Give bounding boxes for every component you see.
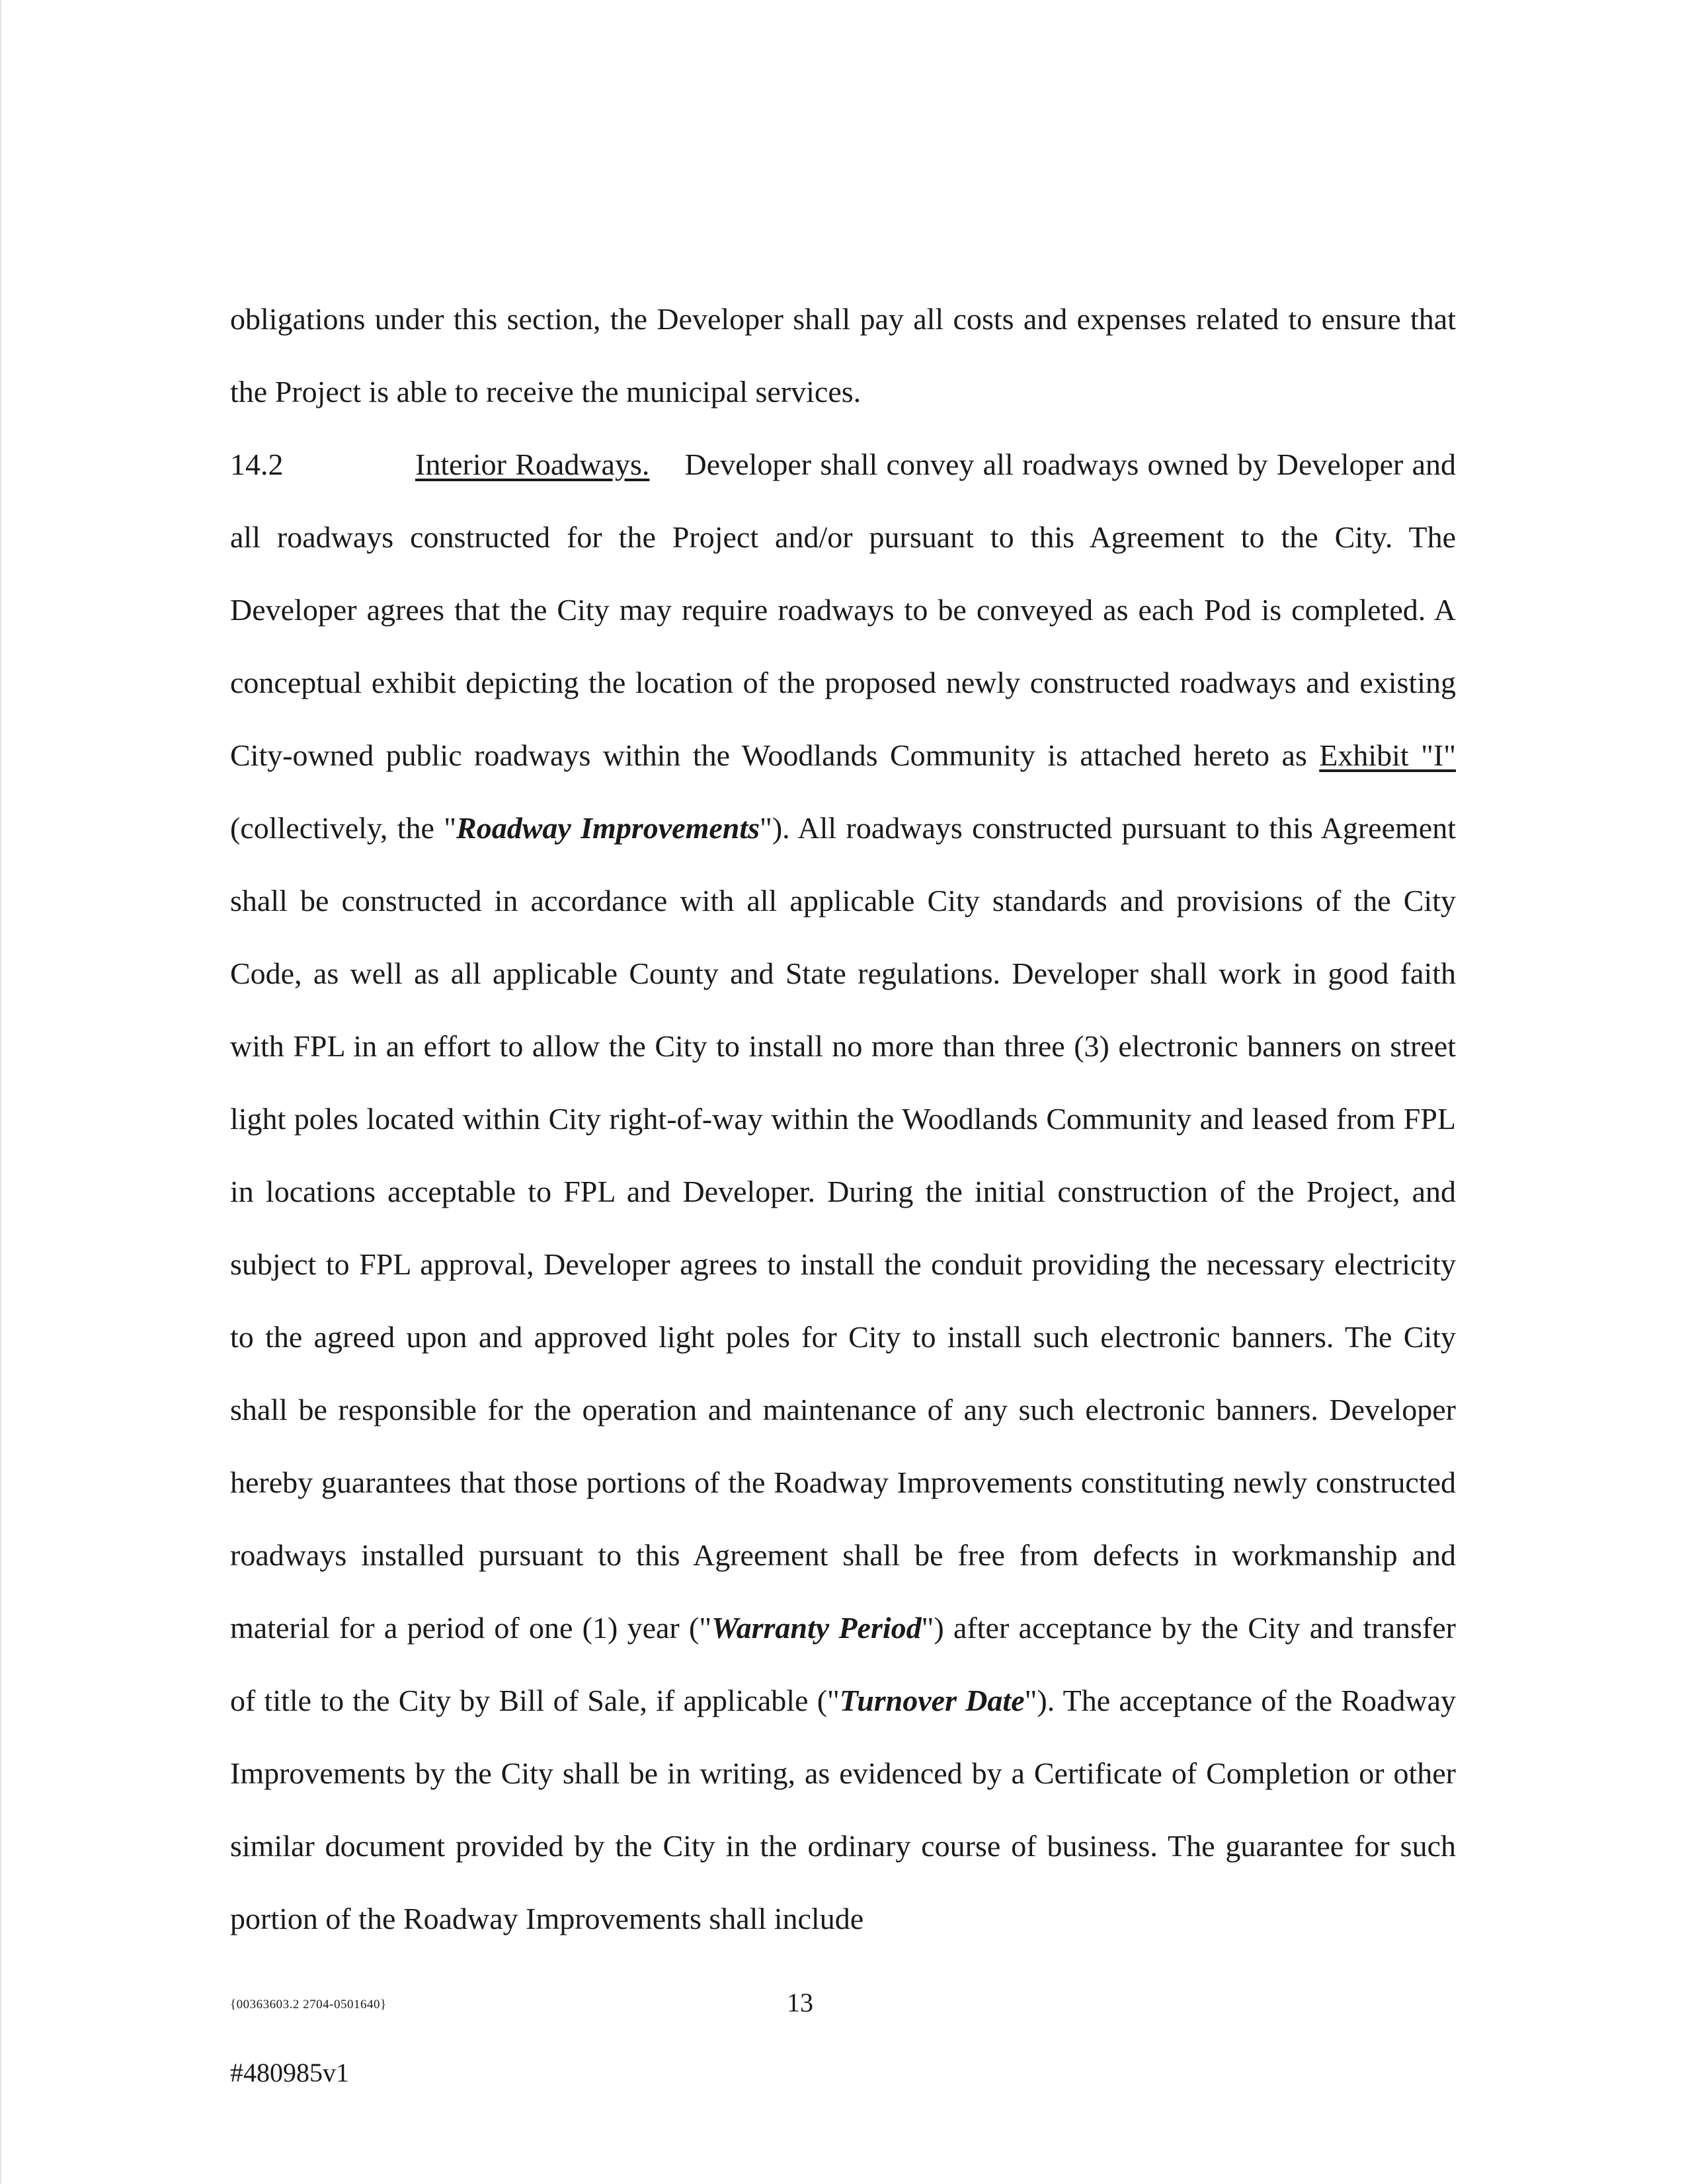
section-number: 14.2 [230, 448, 284, 481]
defined-term-roadway-improvements: Roadway Improvements [456, 811, 760, 845]
paragraph-continuation [230, 283, 1456, 428]
defined-term-warranty-period: Warranty Period [711, 1611, 922, 1645]
section-14-2 [230, 428, 1456, 1955]
section-text-1: Developer shall convey all roadways owned by Developer and all roadways constructed for the Project and/or pursuant to this Agreement to the City. The Developer agrees that the City may require roadways to be conveyed as each Pod is completed. A conceptual exhibit depicting the location of the proposed newly constructed roadways and existing City-owned public roadways within the Woodlands Community is attached hereto as [230, 448, 1457, 772]
page-number: 13 [787, 1988, 813, 2017]
footer-document-code: {00363603.2 2704-0501640} [230, 1998, 387, 2011]
section-heading: Interior Roadways. [415, 448, 650, 481]
paragraph-text: obligations under this section, the Developer shall pay all costs and expenses related to ensure that the Project is able to receive the municipal services. [230, 302, 1456, 409]
section-text-5: "). The acceptance of the Roadway Improvements by the City shall be in writing, as evidenced by a Certificate of Completion or other similar document provided by the City in the ordinary course of business. The guarantee for such portion of the Roadway Improvements shall include [230, 1684, 1456, 1935]
document-body [230, 283, 1456, 1955]
scan-edge [0, 0, 2, 2184]
document-id: #480985v1 [230, 2058, 349, 2087]
section-text-3: "). All roadways constructed pursuant to this Agreement shall be constructed in accordance with all applicable City standards and provisions of the City Code, as well as all applicable County and State regulations. Developer shall work in good faith with FPL in an effort to allow the City to install no more than three (3) electronic banners on street light poles located within City right-of-way within the Woodlands Community and leased from FPL in locations acceptable to FPL and Developer. During the initial construction of the Project, and subject to FPL approval, Developer agrees to install the conduit providing the necessary electricity to the agreed upon and approved light poles for City to install such electronic banners. The City shall be responsible for the operation and maintenance of any such electronic banners. Developer hereby guarantees that those portions of the Roadway Improvements constituting newly constructed roadways installed pursuant to this Agreement shall be free from defects in workmanship and material for a period of one (1) year (" [230, 811, 1456, 1645]
section-text-2: (collectively, the " [230, 811, 457, 845]
exhibit-reference: Exhibit "I" [1319, 738, 1457, 772]
defined-term-turnover-date: Turnover Date [839, 1684, 1025, 1717]
section-text-4: ") after acceptance by the City and transfer of title to the City by Bill of Sale, if applicable (" [230, 1611, 1456, 1717]
